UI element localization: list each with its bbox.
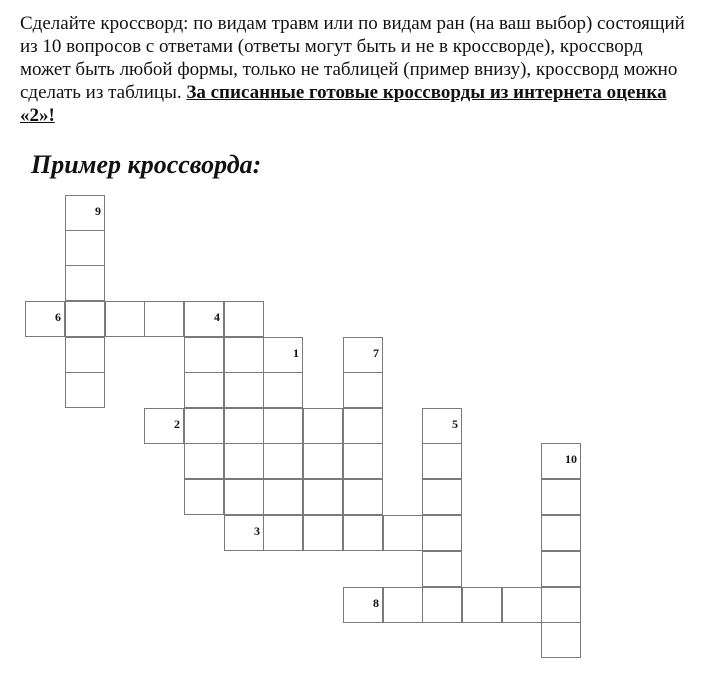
crossword-cell <box>422 587 462 623</box>
crossword-cell <box>224 372 264 408</box>
crossword-cell <box>422 515 462 551</box>
crossword-cell <box>65 337 105 373</box>
clue-number: 5 <box>452 417 458 431</box>
crossword-cell <box>224 301 264 337</box>
crossword-cell <box>224 443 264 479</box>
crossword-cell <box>343 515 383 551</box>
crossword-cell <box>263 479 303 515</box>
crossword-cell <box>184 443 224 479</box>
clue-number: 7 <box>373 346 379 360</box>
crossword-cell <box>422 551 462 587</box>
crossword-cell <box>303 408 343 444</box>
crossword-cell <box>541 479 581 515</box>
crossword-cell <box>184 408 224 444</box>
crossword-cell <box>224 408 264 444</box>
crossword-cell <box>303 443 343 479</box>
crossword-cell <box>541 443 581 479</box>
clue-number: 4 <box>214 310 220 324</box>
clue-number: 1 <box>293 346 299 360</box>
crossword-cell <box>144 408 184 444</box>
crossword-cell <box>263 443 303 479</box>
crossword-cell <box>263 408 303 444</box>
crossword-cell <box>541 587 581 623</box>
instructions-text: Сделайте кроссворд: по видам травм или по видам ран (на ваш выбор) состоящий из 10 вопросов с ответами (ответы могут быть и не в кроссворде), кроссворд может быть любой формы, только не таблицей (пример внизу), кроссворд можно сделать из таблицы. <box>20 13 685 103</box>
clue-number: 10 <box>565 452 577 466</box>
crossword-cell <box>184 479 224 515</box>
clue-number: 9 <box>95 204 101 218</box>
crossword-cell <box>343 587 383 623</box>
crossword-cell <box>502 587 542 623</box>
crossword-cell <box>383 515 423 551</box>
crossword-cell <box>224 337 264 373</box>
crossword-cell <box>25 301 65 337</box>
crossword-cell <box>383 587 423 623</box>
crossword-cell <box>65 301 105 337</box>
crossword-cell <box>105 301 145 337</box>
crossword-cell <box>343 443 383 479</box>
crossword-cell <box>184 301 224 337</box>
crossword-cell <box>343 479 383 515</box>
crossword-cell <box>343 337 383 373</box>
crossword-cell <box>263 372 303 408</box>
crossword-cell <box>422 479 462 515</box>
crossword-cell <box>462 587 502 623</box>
clue-number: 3 <box>254 524 260 538</box>
crossword-cell <box>422 408 462 444</box>
crossword-cell <box>184 337 224 373</box>
crossword-cell <box>541 551 581 587</box>
warning-text: За списанные готовые кроссворды из интернета оценка «2»! <box>20 82 667 126</box>
crossword-cell <box>422 443 462 479</box>
example-title: Пример кроссворда: <box>31 150 262 179</box>
crossword-cell <box>343 372 383 408</box>
crossword-cell <box>65 372 105 408</box>
crossword-cell <box>65 265 105 301</box>
crossword-cell <box>224 515 264 551</box>
crossword-cell <box>541 622 581 658</box>
clue-number: 8 <box>373 596 379 610</box>
crossword-cell <box>541 515 581 551</box>
crossword-cell <box>263 515 303 551</box>
crossword-cell <box>65 230 105 266</box>
crossword-cell <box>303 515 343 551</box>
crossword-cell <box>65 195 105 231</box>
clue-number: 2 <box>174 417 180 431</box>
crossword-cell <box>184 372 224 408</box>
crossword-cell <box>303 479 343 515</box>
clue-number: 6 <box>55 310 61 324</box>
crossword-cell <box>343 408 383 444</box>
crossword-cell <box>144 301 184 337</box>
crossword-cell <box>224 479 264 515</box>
crossword-cell <box>263 337 303 373</box>
